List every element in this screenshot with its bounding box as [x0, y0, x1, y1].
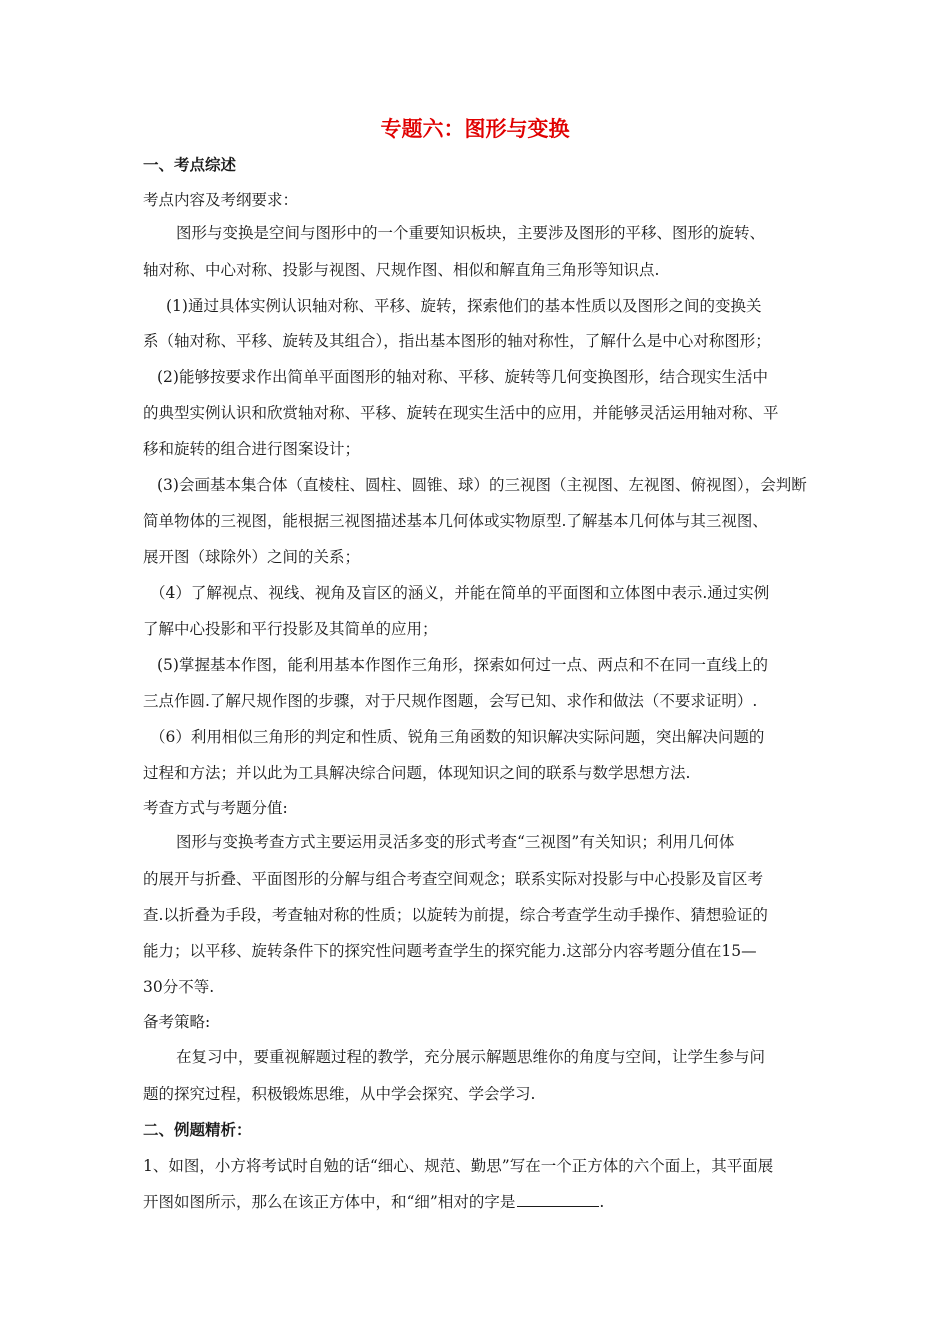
paragraph-line: 图形与变换考查方式主要运用灵活多变的形式考查“三视图”有关知识；利用几何体	[176, 833, 735, 851]
question-text: 开图如图所示，那么在该正方体中，和“细”相对的字是	[143, 1193, 516, 1211]
subheading-exam-format: 考查方式与考题分值:	[143, 799, 288, 817]
paragraph-line: 的典型实例认识和欣赏轴对称、平移、旋转在现实生活中的应用，并能够灵活运用轴对称、平	[143, 404, 779, 422]
paragraph-line: 在复习中，要重视解题过程的教学，充分展示解题思维你的角度与空间，让学生参与问	[176, 1048, 766, 1066]
answer-blank	[517, 1191, 599, 1207]
paragraph-line: 三点作圆.了解尺规作图的步骤，对于尺规作图题，会写已知、求作和做法（不要求证明）.	[143, 692, 758, 710]
paragraph-line: 轴对称、中心对称、投影与视图、尺规作图、相似和解直角三角形等知识点.	[143, 261, 660, 279]
paragraph-line: 30分不等.	[143, 978, 215, 996]
paragraph-line: 系（轴对称、平移、旋转及其组合），指出基本图形的轴对称性，了解什么是中心对称图形；	[143, 332, 771, 350]
paragraph-line: (5)掌握基本作图，能利用基本作图作三角形，探索如何过一点、两点和不在同一直线上的	[157, 656, 768, 674]
paragraph-line: 查.以折叠为手段，考查轴对称的性质；以旋转为前提，综合考查学生动手操作、猜想验证的	[143, 906, 768, 924]
paragraph-line: 移和旋转的组合进行图案设计；	[143, 440, 361, 458]
paragraph-line: (1)通过具体实例认识轴对称、平移、旋转，探索他们的基本性质以及图形之间的变换关	[166, 297, 762, 315]
paragraph-line: 图形与变换是空间与图形中的一个重要知识板块，主要涉及图形的平移、图形的旋转、	[176, 224, 766, 242]
paragraph-line: （4）了解视点、视线、视角及盲区的涵义，并能在简单的平面图和立体图中表示.通过实例	[150, 584, 770, 602]
paragraph-line: 展开图（球除外）之间的关系；	[143, 548, 361, 566]
question-end: .	[599, 1193, 605, 1211]
paragraph-line: （6）利用相似三角形的判定和性质、锐角三角函数的知识解决实际问题，突出解决问题的	[150, 728, 765, 746]
paragraph-line: (2)能够按要求作出简单平面图形的轴对称、平移、旋转等几何变换图形，结合现实生活中	[157, 368, 768, 386]
paragraph-line: 能力；以平移、旋转条件下的探究性问题考查学生的探究能力.这部分内容考题分值在15—	[143, 942, 757, 960]
paragraph-line: 的展开与折叠、平面图形的分解与组合考查空间观念；联系实际对投影与中心投影及盲区考	[143, 870, 764, 888]
section-heading-1: 一、考点综述	[143, 156, 237, 174]
page-title: 专题六：图形与变换	[380, 117, 570, 141]
question-line: 1、如图，小方将考试时自勉的话“细心、规范、勤思”写在一个正方体的六个面上，其平面展	[143, 1157, 774, 1175]
paragraph-line: 题的探究过程，积极锻炼思维，从中学会探究、学会学习.	[143, 1085, 536, 1103]
question-line-last	[143, 1191, 604, 1213]
subheading-strategy: 备考策略:	[143, 1013, 211, 1031]
paragraph-line: 简单物体的三视图，能根据三视图描述基本几何体或实物原型.了解基本几何体与其三视图、	[143, 512, 768, 530]
subheading-requirements: 考点内容及考纲要求：	[143, 191, 299, 209]
paragraph-line: (3)会画基本集合体（直棱柱、圆柱、圆锥、球）的三视图（主视图、左视图、俯视图），会判断	[157, 476, 807, 494]
paragraph-line: 过程和方法；并以此为工具解决综合问题，体现知识之间的联系与数学思想方法.	[143, 764, 691, 782]
paragraph-line: 了解中心投影和平行投影及其简单的应用；	[143, 620, 438, 638]
section-heading-2: 二、例题精析：	[143, 1121, 252, 1139]
